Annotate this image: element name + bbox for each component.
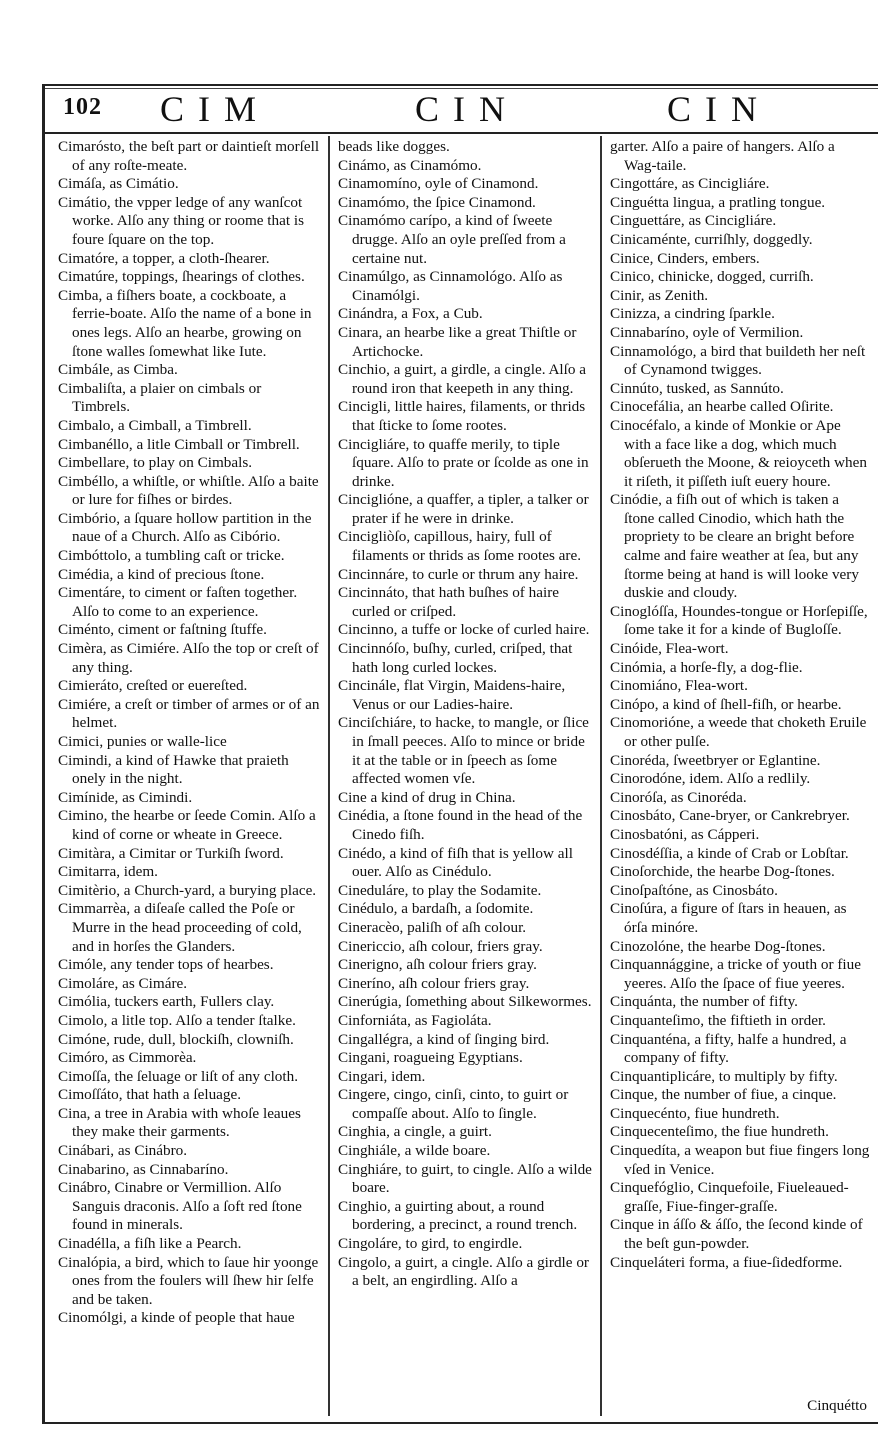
dictionary-entry: Cincinnáre, to curle or thrum any haire. [338,565,579,583]
dictionary-entry: Cimátio, the vpper ledge of any wanſcot worke. Alſo any thing or roome that is foure ſquare on the top. [58,193,304,248]
dictionary-entry: Cinice, Cinders, embers. [610,249,760,267]
dictionary-entry: Cinosbatóni, as Cápperi. [610,825,760,843]
header-guide-word-right: CIN [667,89,771,129]
column-left [58,138,320,1328]
dictionary-entry: Cimino, the hearbe or ſeede Comin. Alſo a kind of corne or wheate in Greece. [58,807,316,843]
dictionary-entry: Cinédia, a ſtone found in the head of the Cinedo fiſh. [338,807,583,843]
header-rule [42,132,878,134]
dictionary-entry: Cinamúlgo, as Cinnamológo. Alſo as Cinamólgi. [338,268,563,304]
dictionary-entry: Cinamómo carípo, a kind of ſweete drugge. Alſo an oyle preſſed from a certaine nut. [338,212,566,267]
dictionary-entry: Cineduláre, to play the Sodamite. [338,881,542,899]
dictionary-entry: Cincigli, little haires, filaments, or thrids that ſticke to ſome rootes. [338,398,586,434]
dictionary-entry: Cimentáre, to ciment or faſten together. Alſo to come to an experience. [58,584,298,620]
column-divider-2 [600,136,602,1416]
dictionary-entry: Cimóro, as Cimmorèa. [58,1049,197,1067]
dictionary-entry: Cinódie, a fiſh out of which is taken a ſtone called Cinodio, which hath the propriety to be cleare an bright before calme and faire weather at ſea, but any ſtorme being at hand is will looke very duskie and cloudy. [610,491,859,602]
dictionary-entry: Cimáſa, as Cimátio. [58,175,179,193]
dictionary-entry: Cinoſorchide, the hearbe Dog-ſtones. [610,863,835,881]
dictionary-entry: Cimbório, a ſquare hollow partition in the naue of a Church. Alſo as Cibório. [58,509,312,546]
dictionary-entry: Cinomiáno, Flea-wort. [610,677,748,695]
dictionary-entry: Cingani, roagueing Egyptians. [338,1049,523,1067]
dictionary-entry: Cinnabaríno, oyle of Vermilion. [610,323,804,341]
dictionary-entry: garter. Alſo a paire of hangers. Alſo a Wag-taile. [610,138,835,174]
dictionary-entry: Cinghiále, a wilde boare. [338,1142,491,1160]
dictionary-entry: Cincinnóſo, buſhy, curled, criſped, that hath long curled lockes. [338,640,573,676]
dictionary-entry: Cinguétta lingua, a pratling tongue. [610,193,826,211]
dictionary-entry: Cimitèrio, a Church-yard, a burying place. [58,881,317,899]
dictionary-entry: Cimoſſáto, that hath a ſeluage. [58,1086,242,1104]
dictionary-entry: Cinqueláteri forma, a fiue-ſidedforme. [610,1253,843,1271]
dictionary-entry: Cimbéllo, a whiſtle, or whiſtle. Alſo a baite or lure for fiſhes or birdes. [58,472,319,509]
dictionary-entry: Cinquecénto, fiue hundreth. [610,1104,780,1122]
dictionary-entry: Cimarósto, the beſt part or daintieſt morſell of any roſte-meate. [58,138,320,174]
column-right [610,138,870,1272]
dictionary-entry: Cimolo, a litle top. Alſo a tender ſtalke. [58,1011,296,1029]
dictionary-entry: Cinciſchiáre, to hacke, to mangle, or ſlice in ſmall peeces. Alſo to mince or bride it at the table or in ſpeech as ſome affected women vſe. [338,714,589,788]
dictionary-entry: Cinnamológo, a bird that buildeth her neſt of Cynamond twigges. [610,342,866,379]
dictionary-entry: Cinosdéſſia, a kinde of Crab or Lobſtar. [610,844,849,862]
dictionary-entry: Cinghia, a cingle, a guirt. [338,1123,492,1141]
dictionary-entry: Cimóne, rude, dull, blockiſh, clowniſh. [58,1030,294,1048]
page-frame-bottom-rule [42,1422,878,1424]
dictionary-entry: Cinquanteſimo, the fiftieth in order. [610,1011,826,1029]
dictionary-entry: Cingere, cingo, cinſi, cinto, to guirt or compaſſe about. Alſo to ſingle. [338,1086,569,1122]
page-frame-top-rule [42,84,878,86]
dictionary-entry: Cimóle, any tender tops of hearbes. [58,956,274,974]
dictionary-entry: Cineracèo, paliſh of aſh colour. [338,918,527,936]
dictionary-entry: Cinoréda, ſweetbryer or Eglantine. [610,751,821,769]
dictionary-entry: Cinara, an hearbe like a great Thiſtle or Artichocke. [338,323,577,360]
dictionary-entry: Cinédulo, a bardaſh, a ſodomite. [338,900,534,918]
dictionary-entry: Cingoláre, to gird, to engirdle. [338,1235,523,1253]
dictionary-entry: Cinédo, a kind of fiſh that is yellow all ouer. Alſo as Cinédulo. [338,844,573,881]
dictionary-entry: Cimbanéllo, a litle Cimball or Timbrell. [58,435,300,453]
dictionary-entry: Cingottáre, as Cincigliáre. [610,175,770,193]
dictionary-entry: Cimbalo, a Cimball, a Timbrell. [58,416,252,434]
dictionary-entry: Cina, a tree in Arabia with whoſe leaues they make their garments. [58,1104,301,1141]
dictionary-entry: Cinerigno, aſh colour friers gray. [338,956,537,974]
dictionary-entry: Cimbóttolo, a tumbling caſt or tricke. [58,547,285,565]
dictionary-entry: Cinoſúra, a figure of ſtars in heauen, as órſa minóre. [610,900,847,936]
dictionary-entry: Cinerúgia, ſomething about Silkewormes. [338,993,592,1011]
dictionary-entry: Cinomólgi, a kinde of people that haue [58,1309,295,1327]
dictionary-entry: Cinghio, a guirting about, a round bordering, a precinct, a round trench. [338,1197,578,1234]
dictionary-entry: beads like dogges. [338,138,450,155]
dictionary-entry: Cincinnáto, that hath buſhes of haire curled or criſped. [338,584,560,620]
dictionary-entry: Cimitarra, idem. [58,863,158,881]
dictionary-entry: Cinicaménte, curriſhly, doggedly. [610,230,813,248]
dictionary-entry: Cimiére, a creſt or timber of armes or of an helmet. [58,695,320,732]
dictionary-entry: Cinómia, a horſe-fly, a dog-flie. [610,658,803,676]
catchword: Cinquétto [807,1397,867,1414]
dictionary-entry: Cimólia, tuckers earth, Fullers clay. [58,993,275,1011]
dictionary-entry: Cincinno, a tuffe or locke of curled haire. [338,621,590,639]
dictionary-entry: Cinque in áſſo & áſſo, the ſecond kinde of the beſt gun-powder. [610,1216,863,1253]
dictionary-entry: Cimbellare, to play on Cimbals. [58,454,253,472]
dictionary-entry: Cinciglióne, a quaffer, a tipler, a talker or prater if he were in drinke. [338,491,589,527]
dictionary-entry: Cinguettáre, as Cincigliáre. [610,212,777,230]
dictionary-entry: Cinocéfalo, a kinde of Monkie or Ape with a face like a dog, which much obſerueth the Moone, & reioyceth when it riſeth, it piſſeth iuſt euery houre. [610,416,867,490]
dictionary-entry: Cincigliòſo, capillous, hairy, full of filaments or thrids as ſome rootes are. [338,528,582,565]
dictionary-entry: Cinquannággine, a tricke of youth or fiue yeeres. Alſo the ſpace of fiue yeeres. [610,956,861,992]
dictionary-entry: Cinabarino, as Cinnabaríno. [58,1160,229,1178]
dictionary-entry: Cinocefália, an hearbe called Oſirite. [610,398,834,416]
dictionary-entry: Cimatúre, toppings, ſhearings of clothes. [58,268,305,286]
dictionary-entry: Cinericcio, aſh colour, friers gray. [338,937,543,955]
dictionary-entry: Cimatóre, a topper, a cloth-ſhearer. [58,249,270,267]
dictionary-entry: Cimieráto, creſted or euereſted. [58,677,248,695]
dictionary-entry: Cimoláre, as Cimáre. [58,974,188,992]
dictionary-entry: Cinóide, Flea-wort. [610,640,729,658]
dictionary-entry: Ciménto, ciment or faſtning ſtuffe. [58,621,267,639]
dictionary-entry: Cinquedíta, a weapon but fiue fingers long vſed in Venice. [610,1142,870,1178]
dictionary-entry: Cimínide, as Cimindi. [58,788,193,806]
dictionary-entry: Cinoſpaſtóne, as Cinosbáto. [610,881,778,899]
dictionary-entry: Cinforniáta, as Fagioláta. [338,1011,492,1029]
dictionary-entry: Cincigliáre, to quaffe merily, to tiple ſquare. Alſo to prate or ſcolde as one in drinke. [338,435,589,490]
dictionary-entry: Cimitàra, a Cimitar or Turkiſh ſword. [58,844,284,862]
dictionary-entry: Cinizza, a cindring ſparkle. [610,305,775,323]
header-guide-word-center: CIN [415,89,519,129]
dictionary-entry: Cinozolóne, the hearbe Dog-ſtones. [610,937,826,955]
dictionary-entry: Cingallégra, a kind of ſinging bird. [338,1030,550,1048]
dictionary-entry: Cinamomíno, oyle of Cinamond. [338,175,539,193]
header-guide-word-left: CIM [160,89,271,129]
dictionary-entry: Cimèra, as Cimiére. Alſo the top or creſt of any thing. [58,640,319,676]
dictionary-entry: Cinoróſa, as Cinoréda. [610,788,747,806]
dictionary-entry: Cimbaliſta, a plaier on cimbals or Timbrels. [58,379,262,416]
dictionary-entry: Cinnúto, tusked, as Sannúto. [610,379,784,397]
dictionary-entry: Cinópo, a kind of ſhell-fiſh, or hearbe. [610,695,842,713]
column-divider-1 [328,136,330,1416]
dictionary-entry: Cimbále, as Cimba. [58,361,178,379]
dictionary-entry: Cinir, as Zenith. [610,286,709,304]
dictionary-entry: Cinadélla, a fiſh like a Pearch. [58,1235,242,1253]
dictionary-entry: Cimmarrèa, a diſeaſe called the Poſe or Murre in the head proceeding of cold, and in horſes the Glanders. [58,900,302,955]
dictionary-entry: Cinico, chinicke, dogged, curriſh. [610,268,814,286]
running-header [55,88,875,132]
dictionary-entry: Cimoſſa, the ſeluage or liſt of any cloth. [58,1067,298,1085]
dictionary-entry: Ciner​íno, aſh colour friers gray. [338,974,530,992]
dictionary-entry: Cimédia, a kind of precious ſtone. [58,565,265,583]
dictionary-entry: Cinquánta, the number of fifty. [610,993,798,1011]
dictionary-entry: Cinosbáto, Cane-bryer, or Cankrebryer. [610,807,850,825]
dictionary-entry: Cinquantiplicáre, to multiply by fifty. [610,1067,838,1085]
dictionary-entry: Cinoglóſſa, Houndes-tongue or Horſepiſſe, ſome take it for a kinde of Bugloſſe. [610,602,868,639]
dictionary-entry: Cimba, a fiſhers boate, a cockboate, a ferrie-boate. Alſo the name of a bone in ones legs. Alſo an hearbe, growing on ſtone walles ſomewhat like Iute. [58,286,312,360]
dictionary-entry: Cine a kind of drug in China. [338,788,516,806]
column-middle [338,138,594,1291]
dictionary-entry: Cinábari, as Cinábro. [58,1142,188,1160]
dictionary-entry: Cinque, the number of fiue, a cinque. [610,1086,837,1104]
dictionary-entry: Cinchio, a guirt, a girdle, a cingle. Alſo a round iron that keepeth in any thing. [338,361,586,397]
dictionary-entry: Cimici, punies or walle-lice [58,733,227,750]
dictionary-entry: Cinquanténa, a fifty, halfe a hundred, a company of fifty. [610,1030,847,1067]
dictionary-entry: Cinámo, as Cinamómo. [338,156,482,174]
dictionary-entry: Cingari, idem. [338,1067,426,1085]
dictionary-entry: Cincinále, flat Virgin, Maidens-haire, Venus or our Ladies-haire. [338,677,566,713]
page-frame-left-rule [42,84,45,1424]
dictionary-entry: Cinomorióne, a weede that choketh Eruile or other pulſe. [610,714,867,750]
dictionary-entry: Cinalópia, a bird, which to ſaue hir yoonge ones from the foulers will ſhew hir ſelfe and be taken. [58,1253,319,1308]
dictionary-entry: Cinquecenteſimo, the fiue hundreth. [610,1123,829,1141]
dictionary-entry: Cinghiáre, to guirt, to cingle. Alſo a wilde boare. [338,1160,592,1197]
dictionary-entry: Cinorodóne, idem. Alſo a redlily. [610,770,811,788]
dictionary-entry: Cinándra, a Fox, a Cub. [338,305,483,323]
dictionary-entry: Cinábro, Cinabre or Vermillion. Alſo Sanguis draconis. Alſo a ſoft red ſtone found in minerals. [58,1179,302,1234]
dictionary-entry: Cinquefóglio, Cinquefoile, Fiueleaued-graſſe, Fiue-finger-graſſe. [610,1179,849,1215]
dictionary-entry: Cinamómo, the ſpice Cinamond. [338,193,536,211]
dictionary-entry: Cimindi, a kind of Hawke that praieth onely in the night. [58,751,289,788]
page-number: 102 [63,94,102,120]
dictionary-entry: Cingolo, a guirt, a cingle. Alſo a girdle or a belt, an engirdling. Alſo a [338,1253,589,1290]
